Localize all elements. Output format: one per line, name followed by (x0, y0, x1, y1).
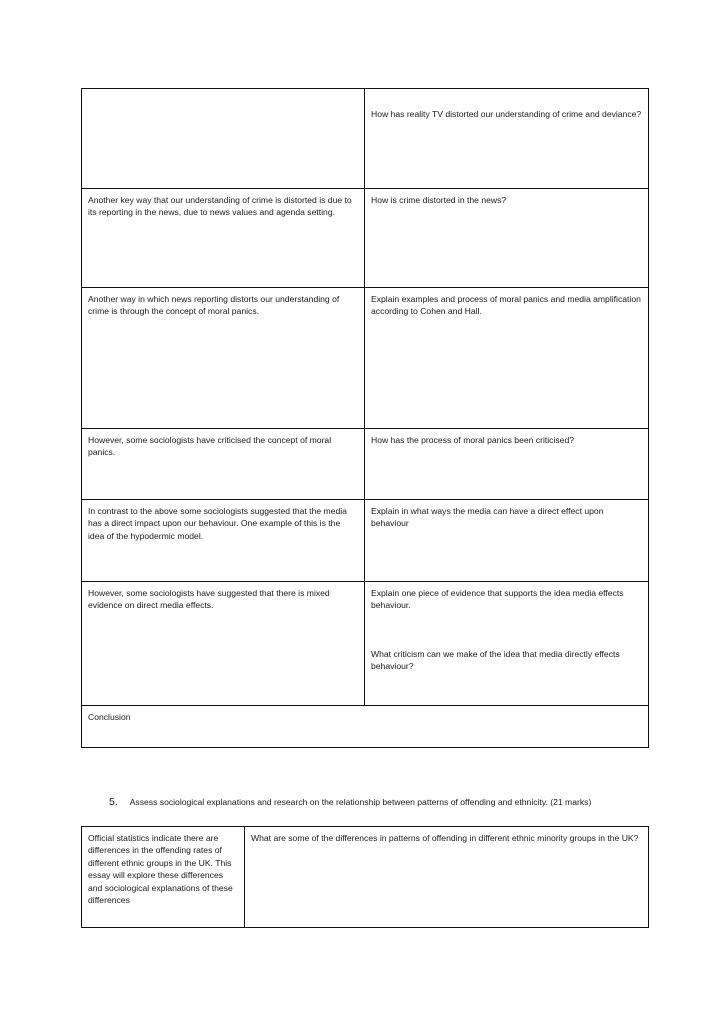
paragraph-cell[interactable]: Another way in which news reporting distorts our understanding of crime is through the concept of moral panics. (82, 288, 365, 429)
paragraph-cell[interactable]: However, some sociologists have criticised the concept of moral panics. (82, 429, 365, 500)
prompt-cell (365, 89, 649, 189)
paragraph-cell[interactable] (82, 89, 365, 189)
prompt-text: What criticism can we make of the idea that media directly effects behaviour? (371, 648, 620, 672)
question-5 (109, 795, 591, 809)
prompt-text: Explain one piece of evidence that supports the idea media effects behaviour. (371, 588, 624, 611)
prompt-cell: How is crime distorted in the news? (365, 189, 649, 288)
table-row (82, 89, 649, 189)
prompt-cell: Explain examples and process of moral panics and media amplification according to Cohen and Hall. (365, 288, 649, 429)
prompt-cell: What are some of the differences in patterns of offending in different ethnic minority groups in the UK? (245, 827, 649, 928)
table-row (82, 500, 649, 582)
media-essay-plan-table (81, 88, 649, 748)
prompt-cell (365, 582, 649, 706)
paragraph-cell[interactable]: However, some sociologists have suggested that there is mixed evidence on direct media effects. (82, 582, 365, 706)
ethnicity-essay-plan-table (81, 826, 649, 928)
prompt-cell: How has the process of moral panics been criticised? (365, 429, 649, 500)
introduction-cell[interactable]: Official statistics indicate there are differences in the offending rates of different ethnic groups in the UK. This essay will explore these differences and sociological explanations of these differences (82, 827, 245, 928)
question-number: 5. (109, 796, 118, 808)
table-row (82, 288, 649, 429)
paragraph-cell[interactable]: In contrast to the above some sociologists suggested that the media has a direct impact upon our behaviour. One example of this is the idea of the hypodermic model. (82, 500, 365, 582)
table-row (82, 827, 649, 928)
conclusion-cell[interactable]: Conclusion (82, 706, 649, 748)
table-row (82, 706, 649, 748)
table-row (82, 189, 649, 288)
prompt-cell: Explain in what ways the media can have a direct effect upon behaviour (365, 500, 649, 582)
table-row (82, 429, 649, 500)
question-text: Assess sociological explanations and research on the relationship between patterns of offending and ethnicity. (21 marks) (129, 797, 592, 807)
prompt-text: How has reality TV distorted our understanding of crime and deviance? (371, 109, 642, 119)
paragraph-cell[interactable]: Another key way that our understanding of crime is distorted is due to its reporting in the news, due to news values and agenda setting. (82, 189, 365, 288)
table-row (82, 582, 649, 706)
